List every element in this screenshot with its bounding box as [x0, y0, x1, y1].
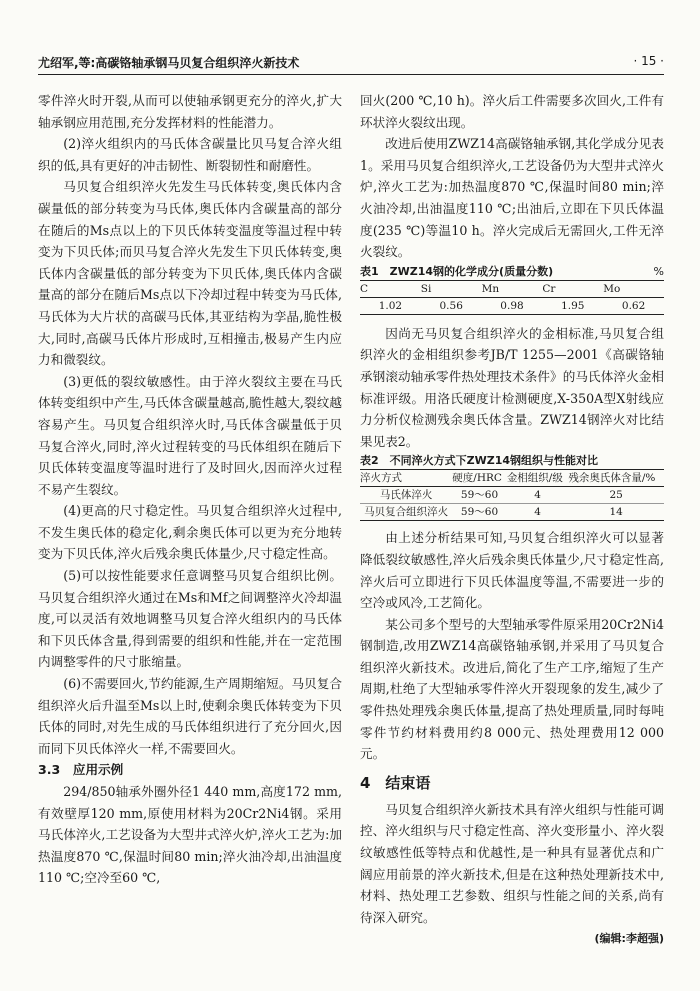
right-column — [360, 90, 664, 948]
table-row — [360, 504, 664, 521]
table-cell: 59～60 — [452, 487, 507, 504]
table-row — [360, 487, 664, 504]
paragraph: (4)更高的尺寸稳定性。马贝复合组织淬火过程中,不发生奥氏体的稳定化,剩余奥氏体可以更为充分地转变为下贝氏体,淬火后残余奥氏体量少,尺寸稳定性高。 — [38, 503, 342, 562]
table2 — [360, 469, 664, 521]
paragraph: 某公司多个型号的大型轴承零件原采用20Cr2Ni4钢制造,改用ZWZ14高碳铬轴承钢,并采用了马贝复合组织淬火新技术。改进后,简化了生产工序,缩短了生产周期,杜绝了大型轴承零件淬火开裂现象的发生,减少了零件热处理残余奥氏体量,提高了热处理质量,同时每吨零件节约材料费用约8 000元、热处理费用12 000元。 — [360, 616, 664, 762]
table-cell: 59～60 — [452, 504, 507, 521]
table-cell: 马氏体淬火 — [360, 487, 452, 504]
table-cell: 马贝复合组织淬火 — [360, 504, 452, 521]
table-cell: 4 — [507, 504, 569, 521]
paragraph: (6)不需要回火,节约能源,生产周期缩短。马贝复合组织淬火后升温至Ms以上时,使剩余奥氏体转变为下贝氏体的同时,对先生成的马氏体组织进行了充分回火,因而同下贝氏体淬火一样,不需要回火。 — [38, 676, 342, 756]
paragraph: (2)淬火组织内的马氏体含碳量比贝马复合淬火组织的低,具有更好的冲击韧性、断裂韧性和耐磨性。 — [38, 136, 342, 173]
running-header — [38, 52, 664, 75]
table-header-cell: C — [360, 280, 421, 297]
table2-caption: 表2 不同淬火方式下ZWZ14钢组织与性能对比 — [360, 454, 599, 468]
paragraph: (3)更低的裂纹敏感性。由于淬火裂纹主要在马氏体转变组织中产生,马氏体含碳量越高,脆性越大,裂纹越容易产生。马贝复合组织淬火时,马氏体含碳量低于贝马复合淬火,同时,淬火过程转变的马氏体组织在随后下贝氏体转变温度等温时进行了及时回火,因而淬火过程不易产生裂纹。 — [38, 373, 342, 497]
table1-title: 表1 ZWZ14钢的化学成分(质量分数) — [360, 264, 554, 278]
table1 — [360, 280, 664, 315]
paragraph: 因尚无马贝复合组织淬火的金相标准,马贝复合组织淬火的金相组织参考JB/T 1255—2001《高碳铬轴承钢滚动轴承零件热处理技术条件》的马氏体淬火金相标准评级。用洛氏硬度计检测硬度,X-350A型X射线应力分析仪检测残余奥氏体含量。ZWZ14钢淬火对比结果见表2。 — [360, 325, 664, 449]
table-header-cell: Mn — [482, 280, 543, 297]
table-header-cell: 淬火方式 — [360, 470, 452, 487]
section-heading: 4 结束语 — [360, 773, 431, 792]
table1-unit: % — [653, 264, 664, 278]
table-header-row — [360, 280, 664, 297]
paragraph: 零件淬火时开裂,从而可以使轴承钢更充分的淬火,扩大轴承钢应用范围,充分发挥材料的性能潜力。 — [38, 93, 342, 130]
table-cell: 4 — [507, 487, 569, 504]
table-cell: 14 — [568, 504, 664, 521]
paragraph: 马贝复合组织淬火新技术具有淬火组织与性能可调控、淬火组织与尺寸稳定性高、淬火变形量小、淬火裂纹敏感性低等特点和优越性,是一种具有显著优点和广阔应用前景的淬火新技术,但是在这种热处理新技术中,材料、热处理工艺参数、组织与性能之间的关系,尚有待深入研究。 — [360, 801, 664, 925]
paragraph: (5)可以按性能要求任意调整马贝复合组织比例。马贝复合组织淬火通过在Ms和Mf之间调整淬火冷却温度,可以灵活有效地调整马贝复合淬火组织内的马氏体和下贝氏体含量,得到需要的组织和性能,并在一定范围内调整零件的尺寸胀缩量。 — [38, 568, 342, 670]
table-header-cell: Si — [421, 280, 482, 297]
paragraph: 回火(200 ℃,10 h)。淬火后工件需要多次回火,工件有环状淬火裂纹出现。 — [360, 93, 664, 130]
table-cell: 0.98 — [500, 299, 524, 312]
table-cell: 25 — [568, 487, 664, 504]
table-cell: 0.56 — [439, 299, 463, 312]
left-column — [38, 90, 342, 889]
table-header-cell: Cr — [542, 280, 603, 297]
editor-credit: (编辑:李超强) — [594, 932, 664, 946]
table-cell: 1.02 — [378, 299, 403, 312]
table-header-cell: Mo — [603, 280, 664, 297]
page-number: · 15 · — [633, 54, 664, 68]
table-header-cell: 硬度/HRC — [452, 470, 507, 487]
header-article-title: 尤绍军,等:高碳铬轴承钢马贝复合组织淬火新技术 — [38, 56, 300, 70]
table-header-row — [360, 470, 664, 487]
table-row — [360, 297, 664, 314]
paragraph: 改进后使用ZWZ14高碳铬轴承钢,其化学成分见表1。采用马贝复合组织淬火,工艺设备仍为大型井式淬火炉,淬火工艺为:加热温度870 ℃,保温时间80 min;淬火油冷却,出油温度110 ℃;出油后,立即在下贝氏体温度(235 ℃)等温10 h。淬火完成后无需回火,工件无淬火裂纹。 — [360, 136, 664, 260]
table-cell: 0.62 — [621, 299, 646, 312]
subsection-heading: 3.3 应用示例 — [38, 762, 124, 778]
table1-caption — [360, 263, 664, 280]
paragraph: 马贝复合组织淬火先发生马氏体转变,奥氏体内含碳量低的部分转变为马氏体,奥氏体内含碳量高的部分在随后的Ms点以上的下贝氏体转变温度等温过程中转变为下贝氏体;而贝马复合淬火先发生下贝氏体转变,奥氏体内含碳量低的部分转变为下贝氏体,奥氏体内含碳量高的部分在随后Ms点以下冷却过程中转变为马氏体,马氏体为大片状的高碳马氏体,其亚结构为孪晶,脆性极大,同时,高碳马氏体片形成时,互相撞击,极易产生内应力和微裂纹。 — [38, 179, 342, 368]
table-cell: 1.95 — [561, 299, 585, 312]
table-header-cell: 残余奥氏体含量/% — [568, 470, 664, 487]
table-header-cell: 金相组织/级 — [507, 470, 569, 487]
paragraph: 由上述分析结果可知,马贝复合组织淬火可以显著降低裂纹敏感性,淬火后残余奥氏体量少,尺寸稳定性高,淬火后可立即进行下贝氏体温度等温,不需要进一步的空冷或风冷,工艺简化。 — [360, 530, 664, 611]
paragraph: 294/850轴承外圈外径1 440 mm,高度172 mm,有效壁厚120 mm,原使用材料为20Cr2Ni4钢。采用马氏体淬火,工艺设备为大型井式淬火炉,淬火工艺为:加热温度870 ℃,保温时间80 min;淬火油冷却,出油温度110 ℃;空冷至60 ℃, — [38, 784, 342, 886]
